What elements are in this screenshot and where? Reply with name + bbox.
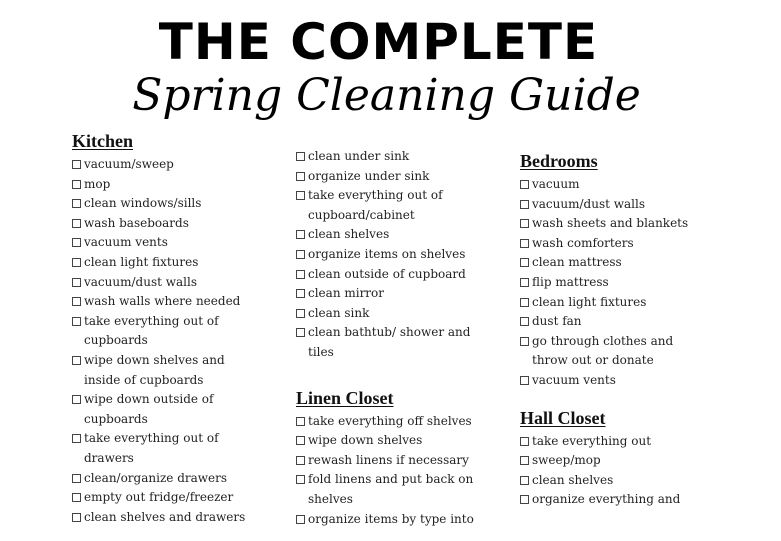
column-2 <box>296 147 496 541</box>
section-bathroom-continued <box>296 147 496 363</box>
item-label: vacuum/dust walls <box>84 274 197 289</box>
item-label: wipe down shelves and inside of cupboards <box>84 352 225 387</box>
checklist-item <box>296 147 478 167</box>
checkbox[interactable] <box>520 258 529 267</box>
checklist-item <box>72 273 254 293</box>
checkbox[interactable] <box>520 278 529 287</box>
checklist-item <box>296 323 478 362</box>
checkbox[interactable] <box>520 200 529 209</box>
checkbox[interactable] <box>520 317 529 326</box>
section-kitchen <box>72 128 272 527</box>
checklist-item <box>72 292 254 312</box>
item-label: organize under sink <box>308 168 430 183</box>
item-label: clean light fixtures <box>532 294 647 309</box>
column-3 <box>520 148 720 522</box>
checkbox[interactable] <box>520 180 529 189</box>
checklist-item <box>520 432 702 452</box>
item-label: organize everything and <box>532 492 681 507</box>
checkbox[interactable] <box>520 298 529 307</box>
checkbox[interactable] <box>296 309 305 318</box>
checklist <box>520 175 720 391</box>
checkbox[interactable] <box>296 456 305 465</box>
checkbox[interactable] <box>520 437 529 446</box>
checklist-item <box>520 234 702 254</box>
checkbox[interactable] <box>296 475 305 484</box>
checkbox[interactable] <box>72 180 81 189</box>
checklist-item <box>72 214 254 234</box>
checkbox[interactable] <box>520 456 529 465</box>
checklist-item <box>520 273 702 293</box>
checkbox[interactable] <box>296 230 305 239</box>
section-title: Linen Closet <box>296 387 394 408</box>
checklist-item <box>72 429 254 468</box>
item-label: clean light fixtures <box>84 254 199 269</box>
item-label: sweep/mop <box>532 453 601 468</box>
section-title: Bedrooms <box>520 151 598 171</box>
item-label: clean shelves and drawers <box>84 509 246 524</box>
checkbox[interactable] <box>296 289 305 298</box>
item-label: wash sheets and blankets <box>532 216 689 231</box>
checklist-item <box>520 214 702 234</box>
checklist-item <box>72 469 254 489</box>
checkbox[interactable] <box>72 258 81 267</box>
item-label: clean/organize drawers <box>84 470 228 485</box>
item-label: go through clothes and throw out or donate <box>532 333 674 368</box>
checklist-item <box>72 390 254 429</box>
checklist-item <box>520 293 702 313</box>
checklist-item <box>296 451 478 471</box>
item-label: wash walls where needed <box>84 294 241 309</box>
checklist-item <box>520 253 702 273</box>
item-label: wash comforters <box>532 235 634 250</box>
checkbox[interactable] <box>72 356 81 365</box>
checklist-item <box>72 508 254 528</box>
checklist-item <box>72 351 254 390</box>
item-label: wash baseboards <box>84 215 189 230</box>
checklist-item <box>296 470 478 509</box>
checklist-item <box>72 488 254 508</box>
checkbox[interactable] <box>72 434 81 443</box>
checklist-item <box>72 312 254 351</box>
item-label: clean shelves <box>308 227 390 242</box>
checkbox[interactable] <box>296 270 305 279</box>
checklist-item <box>296 510 478 530</box>
item-label: clean mattress <box>532 255 622 270</box>
checkbox[interactable] <box>296 328 305 337</box>
checklist-item <box>296 431 478 451</box>
checkbox[interactable] <box>296 250 305 259</box>
item-label: take everything out of cupboard/cabinet <box>308 188 443 222</box>
item-label: vacuum vents <box>532 372 616 387</box>
checkbox[interactable] <box>520 376 529 385</box>
checklist <box>296 412 496 530</box>
checkbox[interactable] <box>520 337 529 346</box>
checklist-item <box>296 304 478 324</box>
checklist-item <box>296 245 478 265</box>
item-label: take everything out <box>532 433 652 448</box>
item-label: organize items on shelves <box>308 246 466 261</box>
checklist-item <box>72 175 254 195</box>
checkbox[interactable] <box>520 495 529 504</box>
item-label: vacuum/sweep <box>84 157 174 171</box>
checklist-item <box>72 253 254 273</box>
checkbox[interactable] <box>72 395 81 404</box>
checklist-item <box>520 471 702 491</box>
item-label: clean outside of cupboard <box>308 266 466 281</box>
checkbox[interactable] <box>72 513 81 522</box>
section-title: Hall Closet <box>520 407 606 428</box>
checklist-item <box>520 490 702 510</box>
checkbox[interactable] <box>72 199 81 208</box>
checklist-item <box>296 225 478 245</box>
checklist <box>296 147 496 363</box>
checkbox[interactable] <box>72 297 81 306</box>
item-label: dust fan <box>532 314 582 329</box>
item-label: organize items by type into <box>308 511 474 526</box>
checklist-item <box>296 284 478 304</box>
section-title: Kitchen <box>72 131 133 151</box>
checkbox[interactable] <box>296 172 305 181</box>
checklist-item <box>72 194 254 214</box>
checkbox[interactable] <box>72 278 81 287</box>
section-bedrooms <box>520 148 720 391</box>
checklist-item <box>520 332 702 371</box>
checklist-item <box>72 155 254 175</box>
item-label: fold linens and put back on shelves <box>308 472 474 506</box>
checkbox[interactable] <box>296 417 305 426</box>
checklist <box>520 432 720 510</box>
checkbox[interactable] <box>72 238 81 247</box>
item-label: empty out fridge/freezer <box>84 490 234 505</box>
item-label: take everything out of cupboards <box>84 313 219 348</box>
checkbox[interactable] <box>72 219 81 228</box>
checklist-item <box>520 175 702 195</box>
checkbox[interactable] <box>296 436 305 445</box>
checklist-item <box>520 312 702 332</box>
checklist-item <box>296 265 478 285</box>
item-label: vacuum/dust walls <box>532 196 645 211</box>
checkbox[interactable] <box>72 493 81 502</box>
checklist <box>72 155 272 527</box>
item-label: mop <box>84 176 111 191</box>
checkbox[interactable] <box>296 515 305 524</box>
checkbox[interactable] <box>296 152 305 161</box>
checklist-item <box>72 233 254 253</box>
checkbox[interactable] <box>520 219 529 228</box>
item-label: rewash linens if necessary <box>308 452 469 467</box>
item-label: clean sink <box>308 305 370 320</box>
item-label: take everything off shelves <box>308 413 472 428</box>
item-label: wipe down shelves <box>308 433 423 448</box>
checklist-item <box>520 371 702 391</box>
section-hall-closet <box>520 405 720 510</box>
guide-title <box>0 14 781 122</box>
item-label: flip mattress <box>532 274 609 289</box>
item-label: clean bathtub/ shower and tiles <box>308 325 471 359</box>
checkbox[interactable] <box>72 317 81 326</box>
checklist-item <box>296 167 478 187</box>
title-line-2: Spring Cleaning Guide <box>132 70 641 121</box>
checklist-item <box>520 451 702 471</box>
item-label: clean under sink <box>308 149 410 163</box>
item-label: vacuum vents <box>84 235 168 250</box>
checklist-item <box>296 412 478 432</box>
item-label: take everything out of drawers <box>84 431 219 465</box>
section-linen-closet <box>296 385 496 530</box>
checkbox[interactable] <box>296 191 305 200</box>
checkbox[interactable] <box>72 160 81 169</box>
checkbox[interactable] <box>520 239 529 248</box>
item-label: wipe down outside of cupboards <box>84 392 214 426</box>
column-1 <box>72 128 272 539</box>
checklist-item <box>520 195 702 215</box>
item-label: clean windows/sills <box>84 196 202 211</box>
item-label: vacuum <box>532 177 580 191</box>
title-line-1: THE COMPLETE <box>158 13 599 71</box>
item-label: clean shelves <box>532 472 614 487</box>
checkbox[interactable] <box>72 474 81 483</box>
checkbox[interactable] <box>520 476 529 485</box>
checklist-item <box>296 186 478 225</box>
item-label: clean mirror <box>308 286 385 301</box>
